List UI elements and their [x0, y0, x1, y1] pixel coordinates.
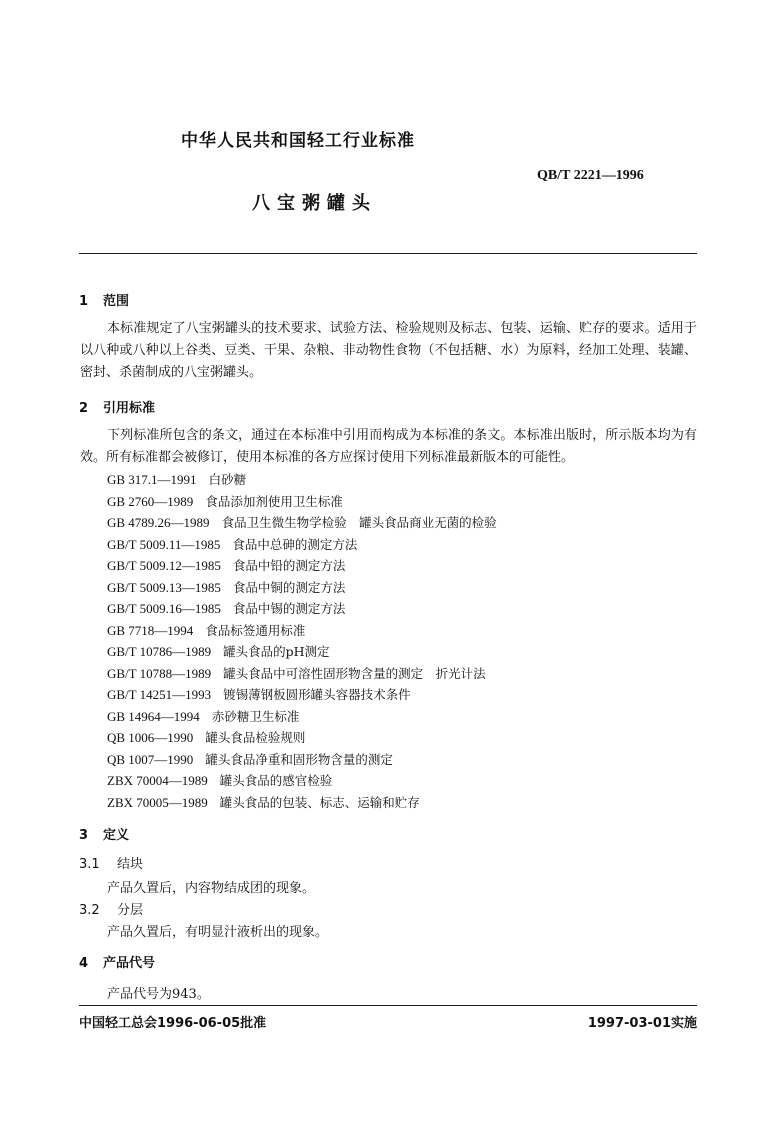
reference-item	[107, 491, 497, 513]
reference-title: 赤砂糖卫生标准	[211, 708, 300, 724]
reference-code: GB/T 10786—1989	[107, 644, 212, 659]
section-title: 引用标准	[103, 401, 156, 416]
section-4-text: 产品代号为943。	[107, 987, 210, 1002]
section-4-heading	[79, 952, 155, 971]
reference-item	[107, 706, 497, 728]
subsection-number: 3.1	[79, 857, 100, 872]
reference-title: 食品中铅的测定方法	[232, 558, 346, 573]
reference-title: 白砂糖	[208, 472, 247, 487]
footer-divider	[79, 1005, 697, 1006]
reference-item	[107, 663, 497, 685]
reference-code: GB 14964—1994	[107, 708, 200, 724]
section-title: 定义	[103, 828, 130, 843]
reference-code: GB/T 10788—1989	[107, 665, 212, 681]
reference-title: 食品卫生微生物学检验 罐头食品商业无菌的检验	[221, 515, 497, 530]
section-1-heading	[79, 290, 129, 309]
reference-code: GB 317.1—1991	[107, 472, 197, 487]
reference-title: 食品中总砷的测定方法	[232, 536, 358, 552]
section-2-heading	[79, 397, 155, 416]
reference-title: 食品添加剂使用卫生标准	[205, 493, 343, 509]
reference-code: GB/T 14251—1993	[107, 687, 212, 702]
reference-code: ZBX 70005—1989	[107, 794, 208, 810]
reference-code: QB 1007—1990	[107, 751, 194, 767]
reference-item	[107, 684, 497, 706]
reference-item	[107, 620, 497, 642]
reference-item	[107, 749, 497, 771]
section-2-paragraph: 下列标准所包含的条文，通过在本标准中引用而构成为本标准的条文。本标准出版时，所示版本均为有效。所有标准都会被修订，使用本标准的各方应探讨使用下列标准最新版本的可能性。	[80, 428, 697, 465]
standard-category-title: 中华人民共和国轻工行业标准	[181, 131, 415, 151]
reference-code: GB/T 5009.16—1985	[107, 601, 221, 616]
header-divider	[79, 253, 697, 254]
reference-title: 食品标签通用标准	[205, 622, 306, 638]
normative-reference-list	[107, 469, 497, 813]
subsection-3-1-heading	[79, 853, 143, 872]
reference-item	[107, 577, 497, 599]
reference-title: 食品中锡的测定方法	[232, 601, 346, 616]
reference-title: 罐头食品的包装、标志、运输和贮存	[219, 794, 420, 810]
subsection-3-1-text: 产品久置后，内容物结成团的现象。	[107, 881, 316, 896]
reference-title: 罐头食品中可溶性固形物含量的测定 折光计法	[223, 665, 486, 681]
subsection-number: 3.2	[79, 903, 100, 918]
reference-code: QB 1006—1990	[107, 730, 194, 745]
reference-title: 镀锡薄钢板圆形罐头容器技术条件	[223, 687, 411, 702]
reference-code: GB 7718—1994	[107, 622, 194, 638]
reference-item	[107, 641, 497, 663]
document-title: 八宝粥罐头	[252, 193, 377, 214]
subsection-3-2-heading	[79, 899, 143, 918]
reference-code: GB/T 5009.12—1985	[107, 558, 221, 573]
reference-title: 罐头食品的pH测定	[223, 644, 330, 659]
subsection-title: 分层	[117, 903, 144, 918]
reference-item	[107, 792, 497, 814]
reference-code: GB/T 5009.11—1985	[107, 536, 221, 552]
effective-date: 1997-03-01实施	[587, 1016, 697, 1031]
section-title: 范围	[103, 294, 130, 309]
subsection-3-2-text: 产品久置后，有明显汁液析出的现象。	[107, 925, 329, 940]
reference-code: ZBX 70004—1989	[107, 773, 208, 788]
section-1-paragraph: 本标准规定了八宝粥罐头的技术要求、试验方法、检验规则及标志、包装、运输、贮存的要求。适用于以八种或八种以上谷类、豆类、干果、杂粮、非动物性食物（不包括糖、水）为原料，经加工处理、装罐、密封、杀菌制成的八宝粥罐头。	[80, 321, 697, 380]
section-number: 2	[79, 401, 89, 416]
reference-title: 食品中铜的测定方法	[232, 579, 346, 595]
section-number: 3	[79, 828, 89, 843]
subsection-title: 结块	[117, 857, 144, 872]
reference-title: 罐头食品检验规则	[205, 730, 306, 745]
reference-item	[107, 598, 497, 620]
section-number: 4	[79, 956, 89, 971]
reference-item	[107, 534, 497, 556]
approval-date: 中国轻工总会1996-06-05批准	[79, 1016, 267, 1031]
reference-item	[107, 469, 497, 491]
reference-item	[107, 555, 497, 577]
section-title: 产品代号	[103, 956, 156, 971]
reference-title: 罐头食品的感官检验	[219, 773, 333, 788]
reference-item	[107, 770, 497, 792]
reference-item	[107, 727, 497, 749]
section-3-heading	[79, 824, 129, 843]
reference-code: GB/T 5009.13—1985	[107, 579, 221, 595]
reference-title: 罐头食品净重和固形物含量的测定	[205, 751, 393, 767]
section-number: 1	[79, 294, 89, 309]
reference-code: GB 4789.26—1989	[107, 515, 210, 530]
reference-item	[107, 512, 497, 534]
standard-code: QB/T 2221—1996	[537, 168, 644, 183]
reference-code: GB 2760—1989	[107, 493, 194, 509]
